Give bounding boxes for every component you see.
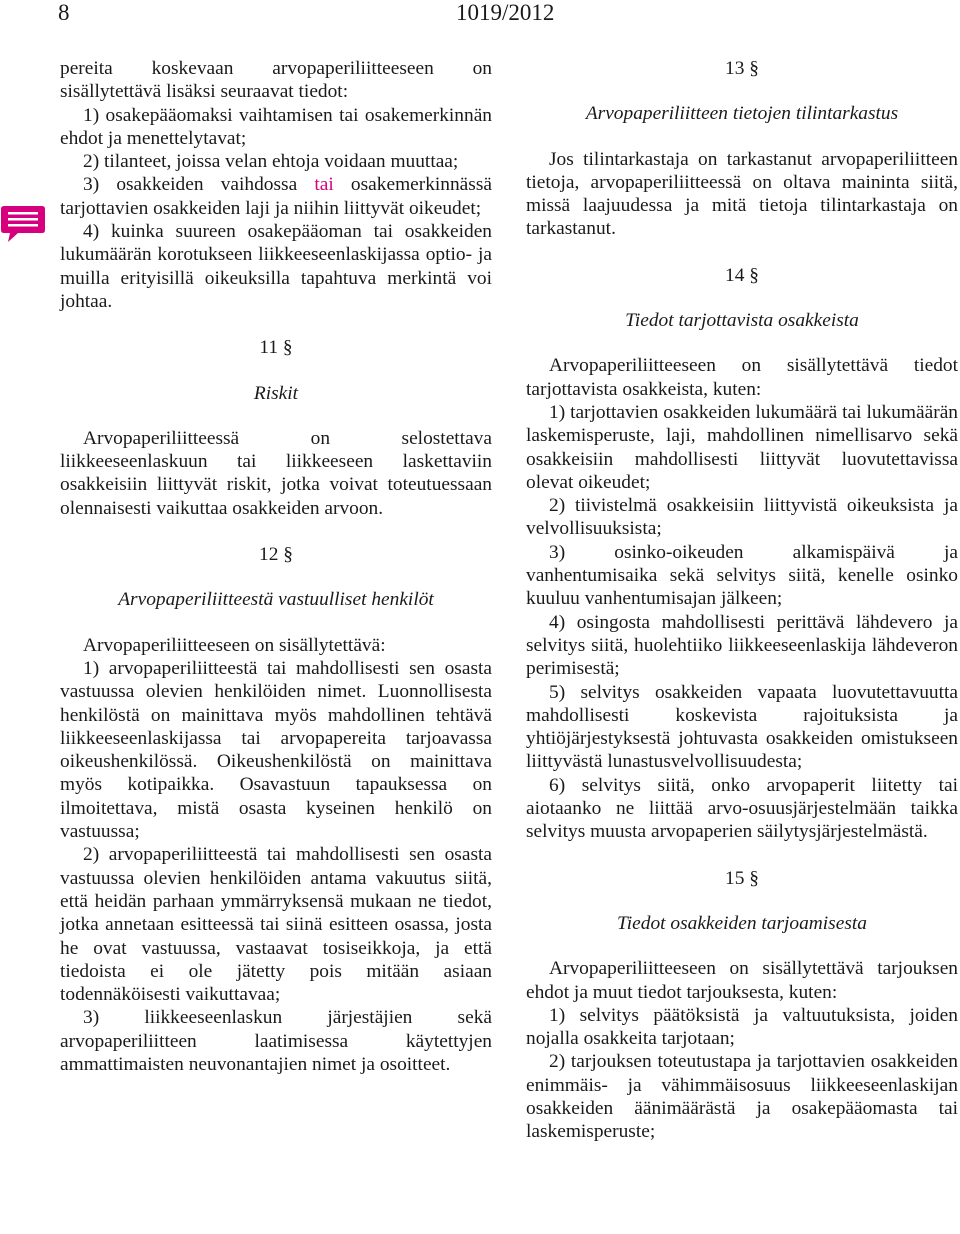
section-13-heading [526,57,958,126]
list-item: 4) kuinka suureen osakepääoman tai osakkeiden lukumäärän korotukseen liikkeeseenlaskijassa optio- ja muilla erityisillä oikeuksilla tapahtuva merkintä voi johtaa. [60,221,492,312]
list-item: 1) selvitys päätöksistä ja valtuutuksista, joiden nojalla osakkeita tarjotaan; [526,1004,958,1050]
highlighted-word[interactable]: tai [314,174,334,196]
section-number: 12 § [259,544,293,566]
comment-icon[interactable] [0,204,46,244]
list-item: 1) tarjottavien osakkeiden lukumäärä tai lukumäärän laskemisperuste, laji, mahdollinen nimellisarvo sekä osakkeisiin mahdollisesti liittyvät luovutettavissa olevat oikeudet; [526,401,958,493]
section-title: Arvopaperiliitteestä vastuulliset henkilöt [118,589,434,611]
list-item: 2) tilanteet, joissa velan ehtoja voidaan muuttaa; [83,151,459,173]
section-title: Tiedot tarjottavista osakkeista [625,310,859,332]
section-11-heading [60,336,492,405]
list-item: 2) tarjouksen toteutustapa ja tarjottavien osakkeiden enimmäis- ja vähimmäisosuus liikkeeseenlaskijan osakkeiden äänimäärästä ja osakepääomasta tai laskemisperuste; [526,1051,958,1143]
list-item: 2) arvopaperiliitteestä tai mahdollisesti sen osasta vastuussa olevien henkilöiden antama vakuutus siitä, että heidän parhaan ymmärryksensä mukaan ne tiedot, jotka annetaan esitteessä tai siinä esitteen osassa, josta he ovat vastuussa, vastaavat tosiseikkoja, ja että tiedoista ei ole jätetty pois mitään asiaan todennäköisesti vaikuttavaa; [60,844,492,1006]
list-item: 4) osingosta mahdollisesti perittävä lähdevero ja selvitys siitä, huolehtiiko liikkeeseenlaskija lähdeveron perimisestä; [526,611,958,680]
item3-text-after: osakemerkinnässä tarjottavien osakkeiden laji ja niihin liittyvät oikeudet; [60,174,492,219]
section-12-heading [60,543,492,612]
section-number: 14 § [725,264,759,286]
right-column [526,57,958,1144]
list-item: 3) liikkeeseenlaskun järjestäjien sekä arvopaperiliitteen laatimisessa käytettyjen ammattimaisten neuvonantajien nimet ja osoitteet. [60,1007,492,1075]
section-paragraph: Arvopaperiliitteeseen on sisällytettävä tarjouksen ehdot ja muut tiedot tarjouksesta, kuten: [526,958,958,1003]
page-number: 8 [58,0,70,25]
list-item: 6) selvitys siitä, onko arvopaperit liitetty tai aiotaanko ne liittää arvo-osuusjärjestelmään taikka selvitys muusta arvopaperien säilytysjärjestelmästä. [526,774,958,843]
list-item: 5) selvitys osakkeiden vapaata luovutettavuutta mahdollisesti koskevista rajoituksista ja yhtiöjärjestyksestä johtuvasta osakkeiden omistukseen liittyvästä lunastusvelvollisuudesta; [526,681,958,773]
section-title: Riskit [253,382,299,404]
section-number: 11 § [259,337,293,359]
list-item: 1) osakepääomaksi vaihtamisen tai osakemerkinnän ehdot ja menettelytavat; [60,104,492,149]
section-paragraph: Arvopaperiliitteeseen on sisällytettävä: [83,634,386,656]
left-column [60,57,492,1076]
section-paragraph: Jos tilintarkastaja on tarkastanut arvopaperiliitteen tietoja, arvopaperiliitteessä on oltava maininta siitä, missä laajuudessa ja mitä tietoja tilintarkastaja on tarkastanut. [526,148,958,240]
document-id: 1019/2012 [456,0,555,25]
list-item: 2) tiivistelmä osakkeisiin liittyvistä oikeuksista ja velvollisuuksista; [526,495,958,540]
section-14-heading [526,264,958,333]
list-item [60,173,492,220]
section-paragraph: Arvopaperiliitteessä on selostettava liikkeeseenlaskuun tai liikkeeseen laskettaviin osakkeisiin liittyvät riskit, jotka voivat toteutuessaan olennaisesti vaikuttaa osakkeiden arvoon. [60,427,492,519]
section-title: Arvopaperiliitteen tietojen tilintarkastus [585,103,899,125]
list-item: 3) osinko-oikeuden alkamispäivä ja vanhentumisaika sekä selvitys siitä, kenelle osinko kuuluu vanhentumisajan jälkeen; [526,541,958,610]
section-number: 15 § [725,867,759,889]
list-item: 1) arvopaperiliitteestä tai mahdollisesti sen osasta vastuussa olevien henkilöiden nimet. Luonnollisesta henkilöstä on mainittava myös mahdollinen tehtävä liikkeeseenlaskijassa tai arvopapereita tarjoavassa oikeushenkilössä. Oikeushenkilöstä on mainittava myös kotipaikka. Osavastuun tapauksessa on ilmoitettava, mistä osasta kyseinen henkilö on vastuussa; [60,657,492,843]
section-paragraph: Arvopaperiliitteeseen on sisällytettävä tiedot tarjottavista osakkeista, kuten: [526,355,958,400]
section-15-heading [526,867,958,936]
section-title: Tiedot osakkeiden tarjoamisesta [617,912,867,934]
intro-paragraph: pereita koskevaan arvopaperiliitteeseen on sisällytettävä lisäksi seuraavat tiedot: [60,58,492,103]
section-number: 13 § [725,58,759,79]
item3-text-before: 3) osakkeiden vaihdossa [83,174,315,196]
